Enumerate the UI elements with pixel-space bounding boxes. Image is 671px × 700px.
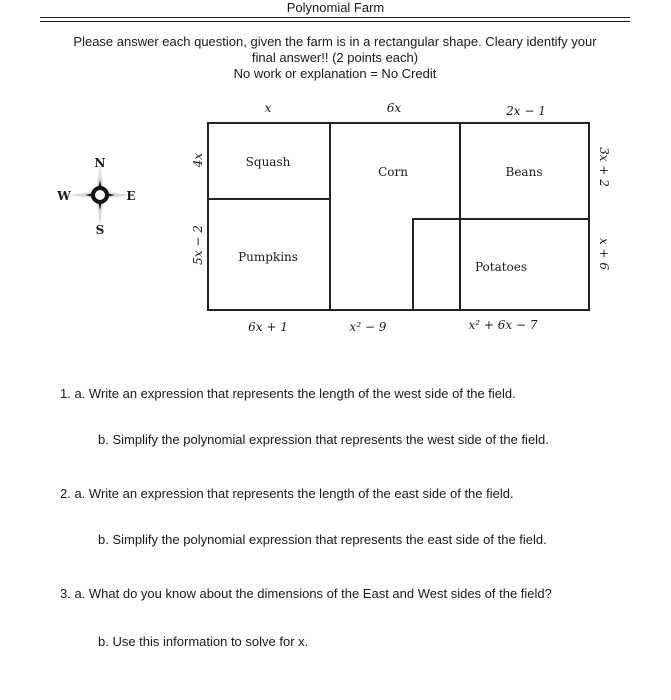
compass-west: W: [57, 189, 71, 203]
instructions-line-3: No work or explanation = No Credit: [233, 66, 437, 81]
right-label-beans-height: 3x + 2: [597, 147, 611, 187]
top-label-beans-width: 2x − 1: [506, 104, 546, 118]
question-2b: b. Simplify the polynomial expression that represents the east side of the field.: [98, 532, 547, 547]
question-3a: 3. a. What do you know about the dimensions of the East and West sides of the field?: [60, 586, 552, 601]
left-label-pumpkins-height: 5x − 2: [191, 225, 205, 265]
plot-label-potatoes: Potatoes: [474, 260, 528, 274]
page-title: Polynomial Farm: [286, 0, 385, 15]
plot-label-beans: Beans: [505, 165, 543, 179]
top-label-corn-width: 6x: [386, 101, 402, 115]
left-label-squash-height: 4x: [191, 152, 205, 168]
plot-label-squash: Squash: [245, 155, 291, 169]
instructions-line-1: Please answer each question, given the farm is in a rectangular shape. Cleary identify your: [73, 34, 597, 49]
compass-east: E: [126, 189, 136, 203]
bottom-label-pumpkins-width: 6x + 1: [248, 320, 288, 334]
instructions-line-2: final answer!! (2 points each): [251, 50, 419, 65]
top-label-squash-width: x: [264, 101, 272, 115]
question-1b: b. Simplify the polynomial expression that represents the west side of the field.: [98, 432, 549, 447]
right-label-potatoes-height: x + 6: [597, 237, 611, 271]
compass-south: S: [95, 223, 105, 237]
bottom-label-corn-width: x² − 9: [349, 320, 387, 334]
plot-label-corn: Corn: [378, 165, 408, 179]
question-1a: 1. a. Write an expression that represents the length of the west side of the field.: [60, 386, 516, 401]
question-3b: b. Use this information to solve for x.: [98, 634, 309, 649]
title-rule-top: [40, 17, 630, 18]
title-rule-bottom: [40, 21, 630, 22]
bottom-label-potatoes-width: x² + 6x − 7: [468, 318, 538, 332]
compass-north: N: [94, 156, 106, 170]
plot-label-pumpkins: Pumpkins: [238, 250, 298, 264]
question-2a: 2. a. Write an expression that represents the length of the east side of the field.: [60, 486, 514, 501]
